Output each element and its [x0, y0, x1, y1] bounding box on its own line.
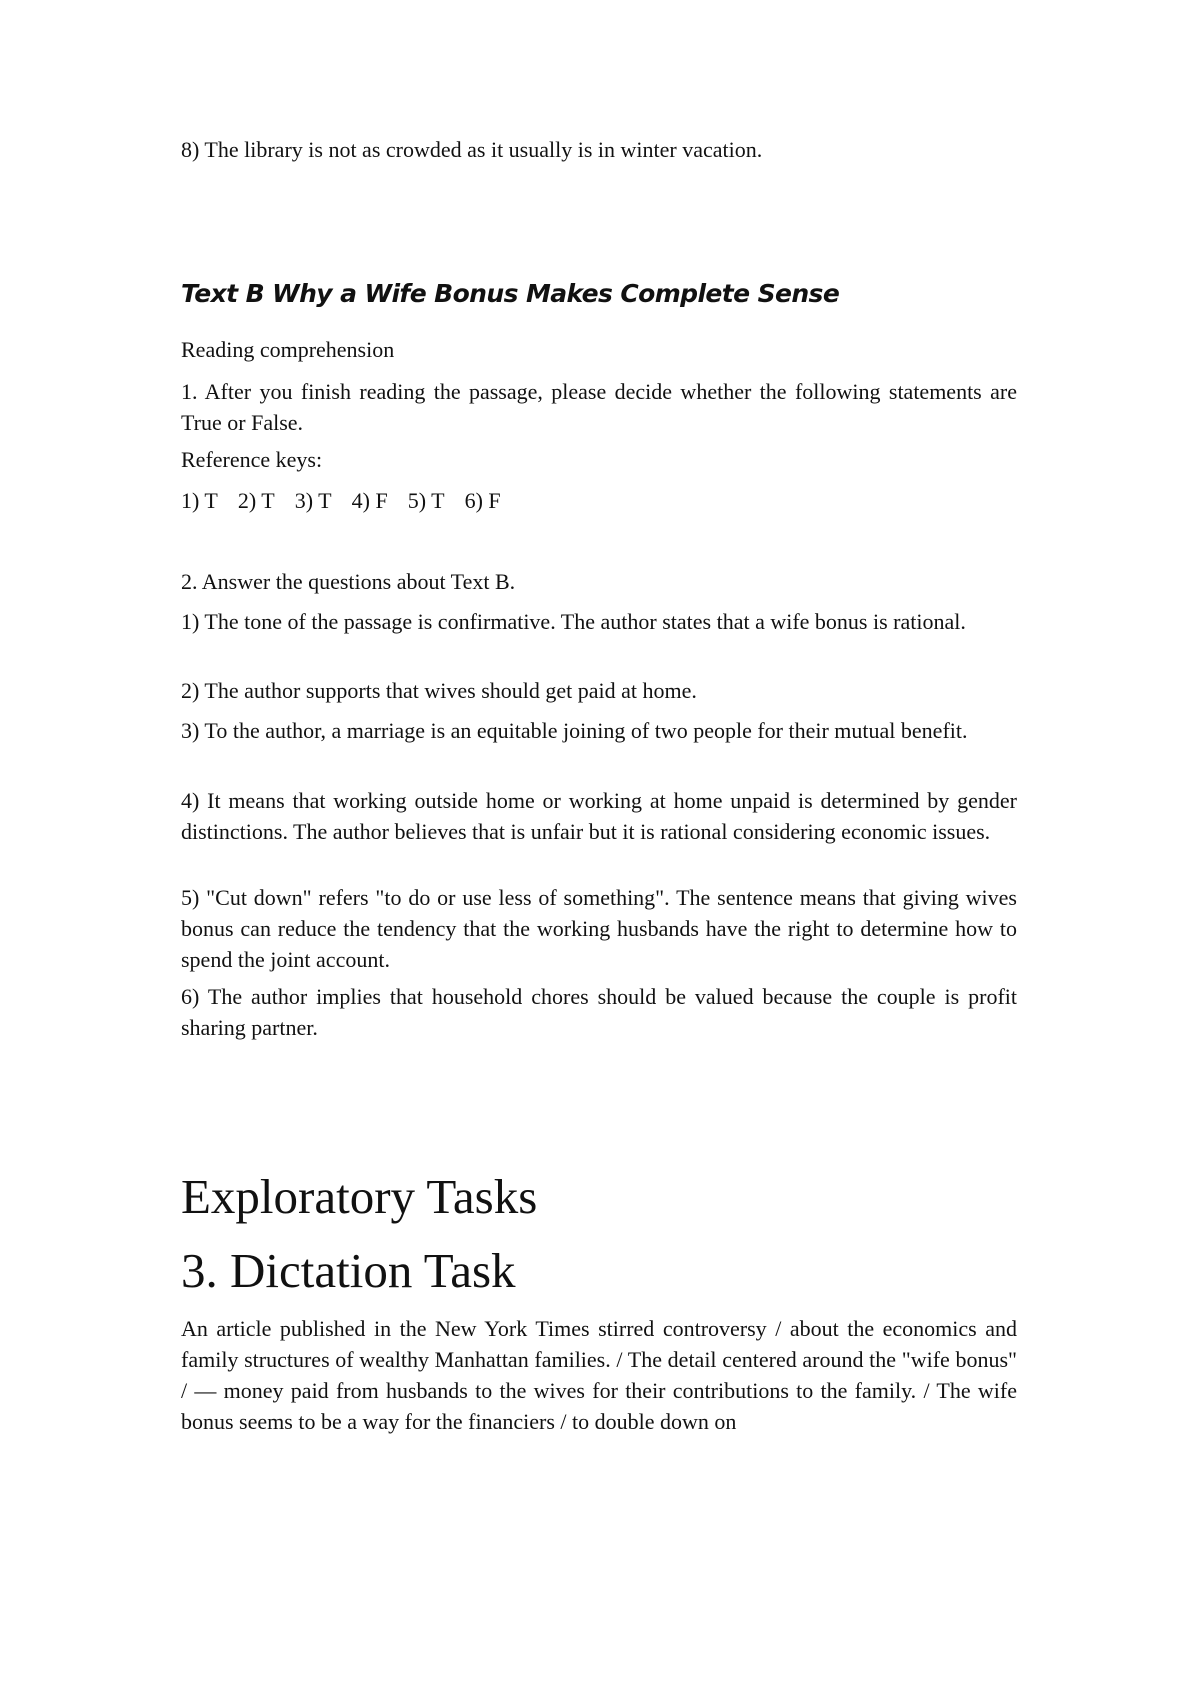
- answer-item: 4) It means that working outside home or working at home unpaid is determined by gender distinctions. The author believes that is unfair but it is rational considering economic issues.: [181, 788, 1017, 844]
- answer-item: 3) To the author, a marriage is an equitable joining of two people for their mutual benefit.: [181, 718, 968, 743]
- previous-answer-item: 8) The library is not as crowded as it usually is in winter vacation.: [181, 137, 763, 162]
- answer-item: 5) "Cut down" refers "to do or use less of something". The sentence means that giving wives bonus can reduce the tendency that the working husbands have the right to determine how to spend the joint account.: [181, 885, 1017, 972]
- text-b-title: Text B Why a Wife Bonus Makes Complete Sense: [181, 279, 840, 308]
- answer-key: 1) T: [181, 488, 218, 513]
- section-label: Reading comprehension: [181, 337, 395, 362]
- dictation-text: An article published in the New York Times stirred controversy / about the economics and family structures of wealthy Manhattan families. / The detail centered around the "wife bonus" / — money paid from husbands to the wives for their contributions to the family. / The wife bonus seems to be a way for the financiers / to double down on: [181, 1316, 1017, 1434]
- answer-key: 2) T: [237, 488, 275, 513]
- answer-key: 6) F: [464, 488, 501, 513]
- answer-key: 4) F: [351, 488, 388, 513]
- answer-keys: [181, 485, 1017, 516]
- answer-key: 5) T: [407, 488, 445, 513]
- answer-item: 2) The author supports that wives should get paid at home.: [181, 678, 697, 703]
- answer-key: 3) T: [294, 488, 332, 513]
- question-1-instruction: 1. After you finish reading the passage, please decide whether the following statements are True or False.: [181, 379, 1017, 435]
- reference-keys-label: Reference keys:: [181, 447, 323, 472]
- answer-item: 1) The tone of the passage is confirmative. The author states that a wife bonus is rational.: [181, 609, 966, 634]
- question-2-instruction: 2. Answer the questions about Text B.: [181, 569, 516, 594]
- dictation-task-heading: 3. Dictation Task: [181, 1243, 516, 1298]
- exploratory-tasks-heading: Exploratory Tasks: [181, 1169, 538, 1224]
- answer-item: 6) The author implies that household chores should be valued because the couple is profit sharing partner.: [181, 984, 1017, 1040]
